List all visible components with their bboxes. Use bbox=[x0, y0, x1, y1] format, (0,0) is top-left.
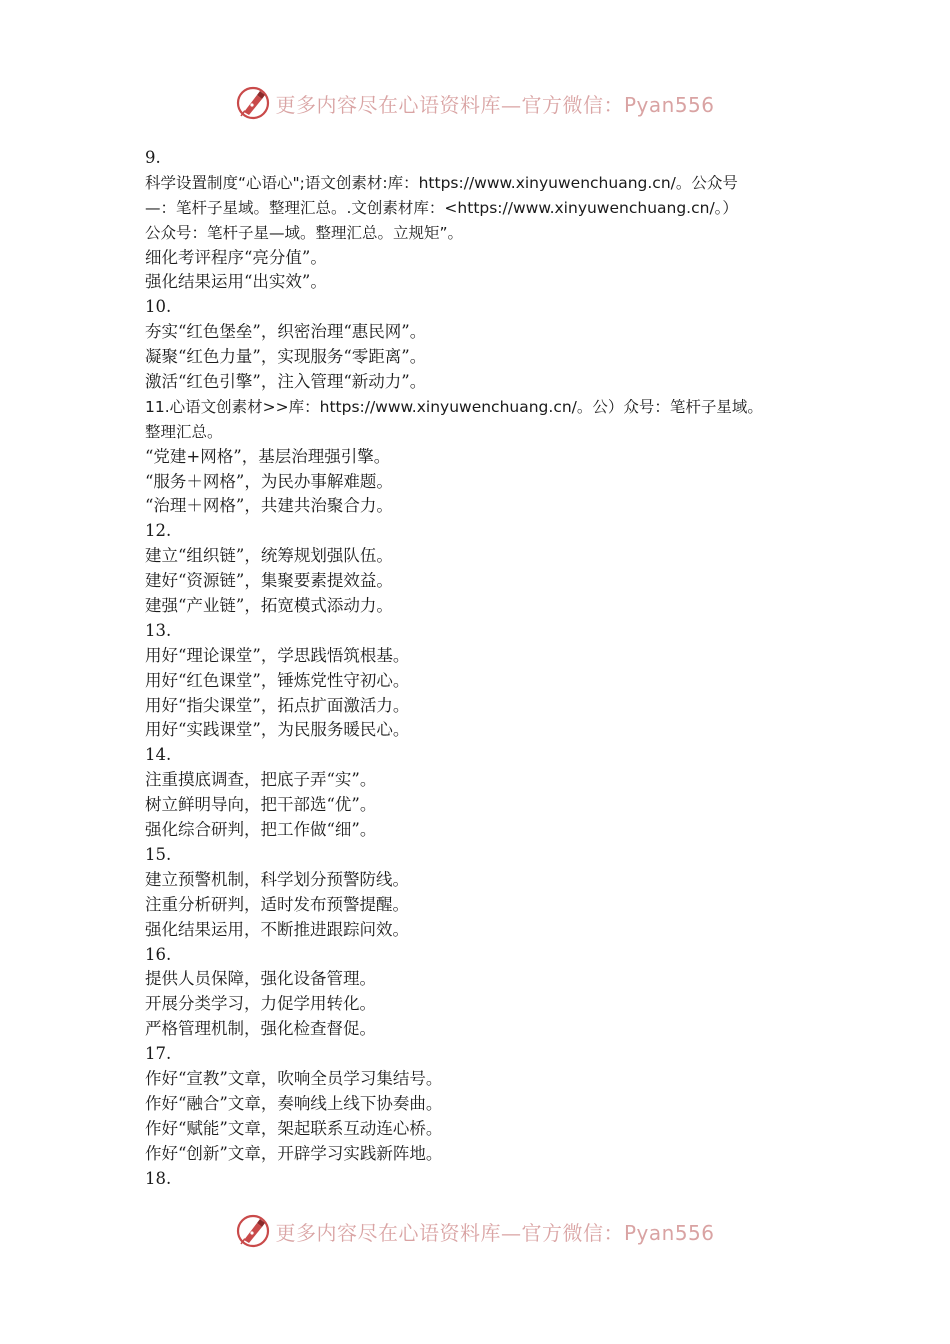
text-line: 注重摸底调查，把底子弄“实”。 bbox=[145, 770, 377, 790]
text-line: 注重分析研判，适时发布预警提醒。 bbox=[145, 894, 409, 914]
watermark-text: 更多内容尽在心语资料库—官方微信：Pyan556 bbox=[275, 1220, 715, 1245]
watermark-text: 更多内容尽在心语资料库—官方微信：Pyan556 bbox=[275, 92, 715, 117]
text-line: 公众号：笔杆子星—域。整理汇总。立规矩”。 bbox=[145, 223, 464, 242]
text-line: 提供人员保障，强化设备管理。 bbox=[145, 969, 376, 989]
text-line: 11.心语文创素材>>库：https://www.xinyuwenchuang.cn/。公）众号：笔杆子星域。 bbox=[145, 397, 763, 416]
text-line: 14. bbox=[145, 745, 172, 765]
text-line: 16. bbox=[145, 944, 172, 964]
pen-nib-logo-icon bbox=[235, 1213, 271, 1249]
pen-nib-logo-icon bbox=[235, 85, 271, 121]
text-line: 强化结果运用“出实效”。 bbox=[145, 272, 327, 292]
text-line: 激活“红色引擎”，注入管理“新动力”。 bbox=[145, 372, 427, 392]
text-line: “党建+网格”，基层治理强引擎。 bbox=[145, 446, 391, 466]
header-watermark bbox=[0, 78, 950, 128]
text-line: 强化结果运用，不断推进跟踪问效。 bbox=[145, 919, 409, 939]
text-line: 12. bbox=[145, 521, 172, 541]
text-line: 用好“实践课堂”，为民服务暖民心。 bbox=[145, 720, 410, 740]
text-line: 强化综合研判，把工作做“细”。 bbox=[145, 820, 377, 840]
document-body bbox=[145, 146, 835, 1191]
text-line: 建立预警机制，科学划分预警防线。 bbox=[145, 869, 409, 889]
text-line: “服务＋网格”，为民办事解难题。 bbox=[145, 471, 393, 491]
text-line: 科学设置制度“心语心";语文创素材:库：https://www.xinyuwenchuang.cn/。公众号 bbox=[145, 173, 738, 192]
text-line: 建强“产业链”，拓宽模式添动力。 bbox=[145, 596, 393, 616]
text-line: 树立鲜明导向，把干部选“优”。 bbox=[145, 795, 377, 815]
text-line: 18. bbox=[145, 1168, 172, 1188]
text-line: 15. bbox=[145, 844, 172, 864]
text-line: 用好“理论课堂”，学思践悟筑根基。 bbox=[145, 645, 410, 665]
text-line: 严格管理机制，强化检查督促。 bbox=[145, 1019, 376, 1039]
text-line: 凝聚“红色力量”，实现服务“零距离”。 bbox=[145, 347, 427, 367]
text-line: 13. bbox=[145, 620, 172, 640]
text-line: 夯实“红色堡垒”，织密治理“惠民网”。 bbox=[145, 322, 427, 342]
footer-watermark bbox=[0, 1206, 950, 1256]
text-line: 建立“组织链”，统筹规划强队伍。 bbox=[145, 546, 393, 566]
text-line: “治理＋网格”，共建共治聚合力。 bbox=[145, 496, 393, 516]
text-line: 作好“创新”文章，开辟学习实践新阵地。 bbox=[145, 1143, 443, 1163]
text-line: 作好“赋能”文章，架起联系互动连心桥。 bbox=[145, 1118, 443, 1138]
text-line: 开展分类学习，力促学用转化。 bbox=[145, 994, 376, 1014]
text-line: 作好“融合”文章，奏响线上线下协奏曲。 bbox=[145, 1093, 443, 1113]
text-line: 17. bbox=[145, 1044, 172, 1064]
text-line: 建好“资源链”，集聚要素提效益。 bbox=[145, 571, 393, 591]
text-line: 10. bbox=[145, 297, 172, 317]
text-line: 用好“指尖课堂”，拓点扩面激活力。 bbox=[145, 695, 410, 715]
text-line: 整理汇总。 bbox=[145, 422, 223, 441]
text-line: —：笔杆子星域。整理汇总。.文创素材库：<https://www.xinyuwenchuang.cn/。） bbox=[145, 198, 738, 217]
text-line: 细化考评程序“亮分值”。 bbox=[145, 247, 327, 267]
text-line: 9. bbox=[145, 148, 161, 167]
text-line: 作好“宣教”文章，吹响全员学习集结号。 bbox=[145, 1068, 443, 1088]
text-line: 用好“红色课堂”，锤炼党性守初心。 bbox=[145, 670, 410, 690]
